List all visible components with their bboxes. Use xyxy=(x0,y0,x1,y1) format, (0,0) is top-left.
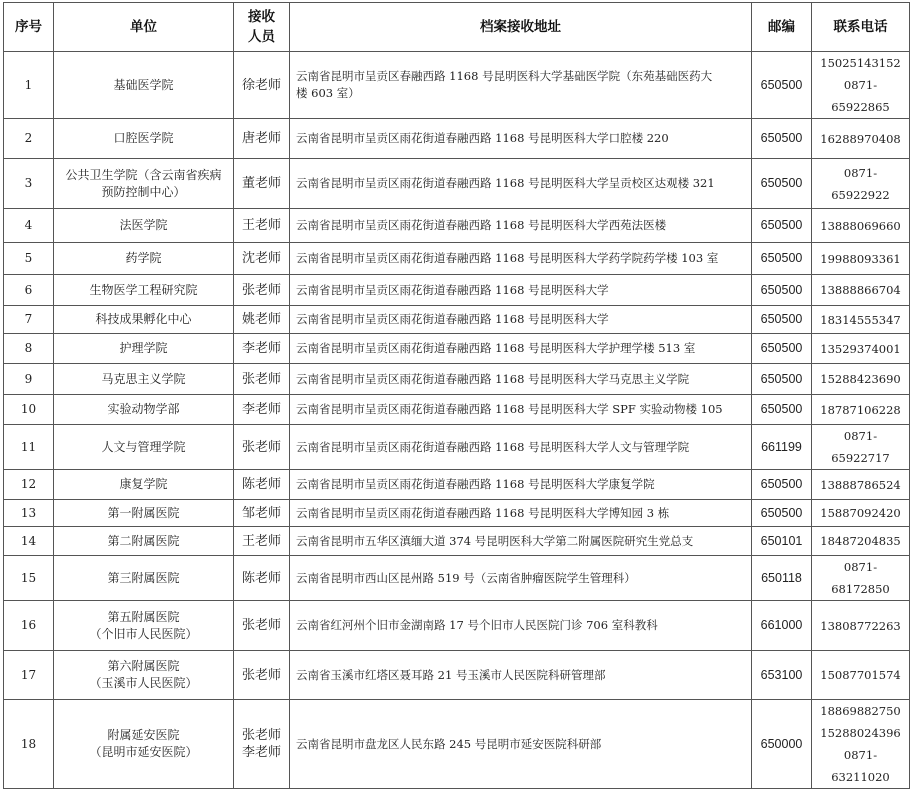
header-zip: 邮编 xyxy=(752,3,812,52)
row-index: 1 xyxy=(4,52,54,119)
row-index: 6 xyxy=(4,275,54,306)
staff-cell-line: 沈老师 xyxy=(241,251,281,266)
staff-cell-line: 邹老师 xyxy=(241,505,281,521)
staff-cell-line: 王老师 xyxy=(241,533,281,549)
table-row xyxy=(4,334,910,364)
staff-cell-line: 姚老师 xyxy=(241,312,281,327)
row-index: 16 xyxy=(4,601,54,651)
phone-cell-line: 15887092420 xyxy=(820,506,901,520)
staff-cell xyxy=(234,306,290,334)
header-receiver xyxy=(234,3,290,52)
unit-cell xyxy=(54,425,234,470)
zip-cell: 650500 xyxy=(752,364,812,395)
row-index: 10 xyxy=(4,395,54,425)
table-row xyxy=(4,651,910,700)
phone-cell-line: 13888866704 xyxy=(820,283,901,297)
table-row xyxy=(4,243,910,275)
table-row xyxy=(4,425,910,470)
row-index: 3 xyxy=(4,159,54,209)
zip-cell: 650500 xyxy=(752,159,812,209)
staff-cell xyxy=(234,527,290,556)
phone-cell xyxy=(812,556,910,601)
address-cell xyxy=(290,52,752,119)
phone-cell-line: 0871-65922922 xyxy=(831,165,890,202)
phone-cell-line: 19988093361 xyxy=(820,251,901,266)
table-row xyxy=(4,52,910,119)
phone-cell xyxy=(812,334,910,364)
staff-cell xyxy=(234,243,290,275)
address-cell-line: 云南省昆明市呈贡区雨花街道春融西路 1168 号昆明医科大学西苑法医楼 xyxy=(296,218,667,232)
phone-cell-line: 13808772263 xyxy=(820,618,901,633)
staff-cell xyxy=(234,700,290,789)
row-index: 14 xyxy=(4,527,54,556)
table-row xyxy=(4,395,910,425)
unit-cell-line: 第五附属医院 xyxy=(107,609,180,624)
phone-cell-line: 15288423690 xyxy=(820,372,901,386)
phone-cell xyxy=(812,700,910,789)
staff-cell-line: 张老师 xyxy=(241,439,281,455)
unit-cell-line: 实验动物学部 xyxy=(107,402,180,416)
address-cell xyxy=(290,364,752,395)
zip-cell: 650500 xyxy=(752,470,812,500)
unit-cell xyxy=(54,556,234,601)
phone-cell xyxy=(812,243,910,275)
address-cell-line: 云南省昆明市西山区昆州路 519 号（云南省肿瘤医院学生管理科） xyxy=(296,570,636,585)
table-row xyxy=(4,275,910,306)
row-index: 5 xyxy=(4,243,54,275)
table-row xyxy=(4,209,910,243)
address-cell-line: 云南省昆明市呈贡区雨花街道春融西路 1168 号昆明医科大学 SPF 实验动物楼 105 xyxy=(296,402,723,416)
row-index: 12 xyxy=(4,470,54,500)
staff-cell xyxy=(234,425,290,470)
address-cell-line: 云南省昆明市呈贡区雨花街道春融西路 1168 号昆明医科大学博知园 3 栋 xyxy=(296,505,670,520)
staff-cell xyxy=(234,651,290,700)
row-index: 7 xyxy=(4,306,54,334)
unit-cell xyxy=(54,500,234,527)
staff-cell-line: 张老师 xyxy=(241,371,281,387)
row-index: 8 xyxy=(4,334,54,364)
table-row xyxy=(4,700,910,789)
unit-cell xyxy=(54,395,234,425)
phone-cell-line: 13529374001 xyxy=(820,341,901,356)
zip-cell: 650500 xyxy=(752,395,812,425)
row-index: 15 xyxy=(4,556,54,601)
staff-cell xyxy=(234,52,290,119)
staff-cell xyxy=(234,556,290,601)
address-cell-line: 云南省玉溪市红塔区聂耳路 21 号玉溪市人民医院科研管理部 xyxy=(296,667,606,682)
header-unit: 单位 xyxy=(54,3,234,52)
unit-cell-line: （玉溪市人民医院） xyxy=(89,676,198,690)
staff-cell xyxy=(234,601,290,651)
address-cell-line: 云南省昆明市呈贡区雨花街道春融西路 1168 号昆明医科大学药学院药学楼 103 室 xyxy=(296,251,719,265)
table-row xyxy=(4,556,910,601)
unit-cell-line: 康复学院 xyxy=(119,477,168,491)
address-cell-line: 云南省昆明市呈贡区雨花街道春融西路 1168 号昆明医科大学 xyxy=(296,282,609,297)
zip-cell: 650500 xyxy=(752,209,812,243)
phone-cell xyxy=(812,425,910,470)
zip-cell: 661199 xyxy=(752,425,812,470)
header-index: 序号 xyxy=(4,3,54,52)
address-cell xyxy=(290,275,752,306)
contact-table xyxy=(3,2,910,789)
unit-cell-line: 基础医学院 xyxy=(113,77,174,92)
unit-cell xyxy=(54,306,234,334)
address-cell-line: 云南省昆明市呈贡区雨花街道春融西路 1168 号昆明医科大学康复学院 xyxy=(296,477,655,491)
address-cell xyxy=(290,306,752,334)
phone-cell-line: 13888786524 xyxy=(820,477,901,492)
phone-cell-line: 16288970408 xyxy=(820,131,901,146)
address-cell xyxy=(290,500,752,527)
row-index: 2 xyxy=(4,119,54,159)
address-cell xyxy=(290,601,752,651)
address-cell-line: 云南省昆明市呈贡区春融西路 1168 号昆明医科大学基础医学院（东苑基础医药大 xyxy=(296,69,713,83)
address-cell xyxy=(290,425,752,470)
table-row xyxy=(4,119,910,159)
staff-cell-line: 董老师 xyxy=(241,176,281,191)
phone-cell xyxy=(812,275,910,306)
staff-cell-line: 张老师 xyxy=(241,618,281,633)
staff-cell xyxy=(234,275,290,306)
phone-cell-line: 18487204835 xyxy=(820,534,901,548)
phone-cell xyxy=(812,500,910,527)
table-body xyxy=(4,52,910,789)
zip-cell: 650500 xyxy=(752,52,812,119)
zip-cell: 650500 xyxy=(752,334,812,364)
staff-cell xyxy=(234,159,290,209)
unit-cell xyxy=(54,470,234,500)
zip-cell: 650500 xyxy=(752,500,812,527)
row-index: 11 xyxy=(4,425,54,470)
unit-cell xyxy=(54,700,234,789)
staff-cell xyxy=(234,119,290,159)
zip-cell: 650000 xyxy=(752,700,812,789)
phone-cell xyxy=(812,364,910,395)
phone-cell xyxy=(812,527,910,556)
staff-cell-line: 王老师 xyxy=(241,218,281,233)
zip-cell: 650118 xyxy=(752,556,812,601)
staff-cell-line: 张老师 xyxy=(241,667,281,683)
address-cell-line: 云南省红河州个旧市金湖南路 17 号个旧市人民医院门诊 706 室科教科 xyxy=(296,618,658,632)
address-cell-line: 云南省昆明市五华区滇缅大道 374 号昆明医科大学第二附属医院研究生党总支 xyxy=(296,533,694,548)
unit-cell-line: 生物医学工程研究院 xyxy=(89,282,198,297)
staff-cell-line: 唐老师 xyxy=(241,131,281,146)
unit-cell-line: 预防控制中心） xyxy=(101,184,186,199)
row-index: 13 xyxy=(4,500,54,527)
phone-cell-line: 18314555347 xyxy=(820,312,901,327)
unit-cell-line: 马克思主义学院 xyxy=(101,371,186,386)
unit-cell-line: （昆明市延安医院） xyxy=(89,745,198,759)
staff-cell xyxy=(234,334,290,364)
row-index: 17 xyxy=(4,651,54,700)
phone-cell-line: 15288024396 xyxy=(820,726,901,740)
address-cell xyxy=(290,651,752,700)
phone-cell-line: 0871-65922717 xyxy=(831,429,890,465)
staff-cell xyxy=(234,364,290,395)
address-cell xyxy=(290,470,752,500)
unit-cell-line: 第六附属医院 xyxy=(107,659,180,673)
phone-cell xyxy=(812,470,910,500)
unit-cell xyxy=(54,651,234,700)
staff-cell-line: 李老师 xyxy=(241,402,281,417)
table-row xyxy=(4,527,910,556)
address-cell-line: 云南省昆明市盘龙区人民东路 245 号昆明市延安医院科研部 xyxy=(296,736,602,751)
phone-cell-line: 18787106228 xyxy=(820,402,901,417)
unit-cell-line: 护理学院 xyxy=(119,341,168,355)
staff-cell-line: 张老师 xyxy=(241,282,281,298)
phone-cell-line: 18869882750 xyxy=(820,704,901,718)
zip-cell: 650500 xyxy=(752,243,812,275)
header-row xyxy=(4,3,910,52)
address-cell xyxy=(290,119,752,159)
phone-cell-line: 0871-63211020 xyxy=(831,748,890,784)
address-cell xyxy=(290,159,752,209)
address-cell xyxy=(290,527,752,556)
phone-cell-line: 15025143152 xyxy=(820,56,901,70)
zip-cell: 650500 xyxy=(752,119,812,159)
table-row xyxy=(4,364,910,395)
zip-cell: 661000 xyxy=(752,601,812,651)
address-cell xyxy=(290,243,752,275)
address-cell-line: 云南省昆明市呈贡区雨花街道春融西路 1168 号昆明医科大学口腔楼 220 xyxy=(296,131,669,145)
unit-cell xyxy=(54,364,234,395)
table-row xyxy=(4,601,910,651)
table-row xyxy=(4,470,910,500)
staff-cell-line: 李老师 xyxy=(241,341,281,356)
phone-cell xyxy=(812,209,910,243)
phone-cell xyxy=(812,651,910,700)
row-index: 9 xyxy=(4,364,54,395)
address-cell xyxy=(290,556,752,601)
unit-cell-line: 附属延安医院 xyxy=(107,728,180,742)
phone-cell xyxy=(812,159,910,209)
table-row xyxy=(4,306,910,334)
zip-cell: 650101 xyxy=(752,527,812,556)
address-cell xyxy=(290,395,752,425)
unit-cell-line: 药学院 xyxy=(125,251,162,265)
staff-cell-line: 徐老师 xyxy=(241,77,281,93)
row-index: 4 xyxy=(4,209,54,243)
address-cell-line: 云南省昆明市呈贡区雨花街道春融西路 1168 号昆明医科大学 xyxy=(296,312,609,326)
header-phone: 联系电话 xyxy=(812,3,910,52)
unit-cell xyxy=(54,243,234,275)
phone-cell-line: 13888069660 xyxy=(820,218,901,233)
address-cell xyxy=(290,209,752,243)
unit-cell xyxy=(54,527,234,556)
unit-cell-line: 人文与管理学院 xyxy=(101,439,186,454)
unit-cell xyxy=(54,209,234,243)
header-address: 档案接收地址 xyxy=(290,3,752,52)
phone-cell xyxy=(812,119,910,159)
phone-cell-line: 15087701574 xyxy=(820,668,901,682)
address-cell xyxy=(290,700,752,789)
header-receiver-line2: 人员 xyxy=(248,29,275,45)
staff-cell xyxy=(234,500,290,527)
address-cell-line: 云南省昆明市呈贡区雨花街道春融西路 1168 号昆明医科大学护理学楼 513 室 xyxy=(296,341,696,355)
address-cell-line: 楼 603 室） xyxy=(296,86,360,100)
zip-cell: 650500 xyxy=(752,306,812,334)
phone-cell xyxy=(812,306,910,334)
staff-cell-line: 张老师 xyxy=(241,728,281,743)
unit-cell-line: 法医学院 xyxy=(119,218,168,232)
address-cell-line: 云南省昆明市呈贡区雨花街道春融西路 1168 号昆明医科大学马克思主义学院 xyxy=(296,371,690,386)
staff-cell xyxy=(234,209,290,243)
staff-cell xyxy=(234,395,290,425)
phone-cell xyxy=(812,395,910,425)
address-cell-line: 云南省昆明市呈贡区雨花街道春融西路 1168 号昆明医科大学人文与管理学院 xyxy=(296,439,690,454)
table-row xyxy=(4,500,910,527)
row-index: 18 xyxy=(4,700,54,789)
phone-cell xyxy=(812,601,910,651)
unit-cell-line: （个旧市人民医院） xyxy=(89,626,198,641)
table-row xyxy=(4,159,910,209)
phone-cell-line: 0871-65922865 xyxy=(831,78,890,114)
zip-cell: 650500 xyxy=(752,275,812,306)
address-cell-line: 云南省昆明市呈贡区雨花街道春融西路 1168 号昆明医科大学呈贡校区达观楼 321 xyxy=(296,176,715,190)
unit-cell xyxy=(54,334,234,364)
unit-cell xyxy=(54,601,234,651)
unit-cell-line: 第一附属医院 xyxy=(107,505,180,520)
unit-cell xyxy=(54,159,234,209)
header-receiver-line1: 接收 xyxy=(248,9,275,25)
staff-cell-line: 李老师 xyxy=(241,745,281,760)
unit-cell-line: 口腔医学院 xyxy=(113,131,174,145)
unit-cell-line: 第三附属医院 xyxy=(107,570,180,585)
address-cell xyxy=(290,334,752,364)
unit-cell-line: 公共卫生学院（含云南省疾病 xyxy=(65,167,222,182)
unit-cell xyxy=(54,119,234,159)
unit-cell-line: 第二附属医院 xyxy=(107,533,180,548)
unit-cell-line: 科技成果孵化中心 xyxy=(95,312,192,326)
phone-cell-line: 0871-68172850 xyxy=(831,560,890,596)
staff-cell xyxy=(234,470,290,500)
zip-cell: 653100 xyxy=(752,651,812,700)
unit-cell xyxy=(54,275,234,306)
staff-cell-line: 陈老师 xyxy=(241,570,281,586)
unit-cell xyxy=(54,52,234,119)
staff-cell-line: 陈老师 xyxy=(241,477,281,492)
phone-cell xyxy=(812,52,910,119)
